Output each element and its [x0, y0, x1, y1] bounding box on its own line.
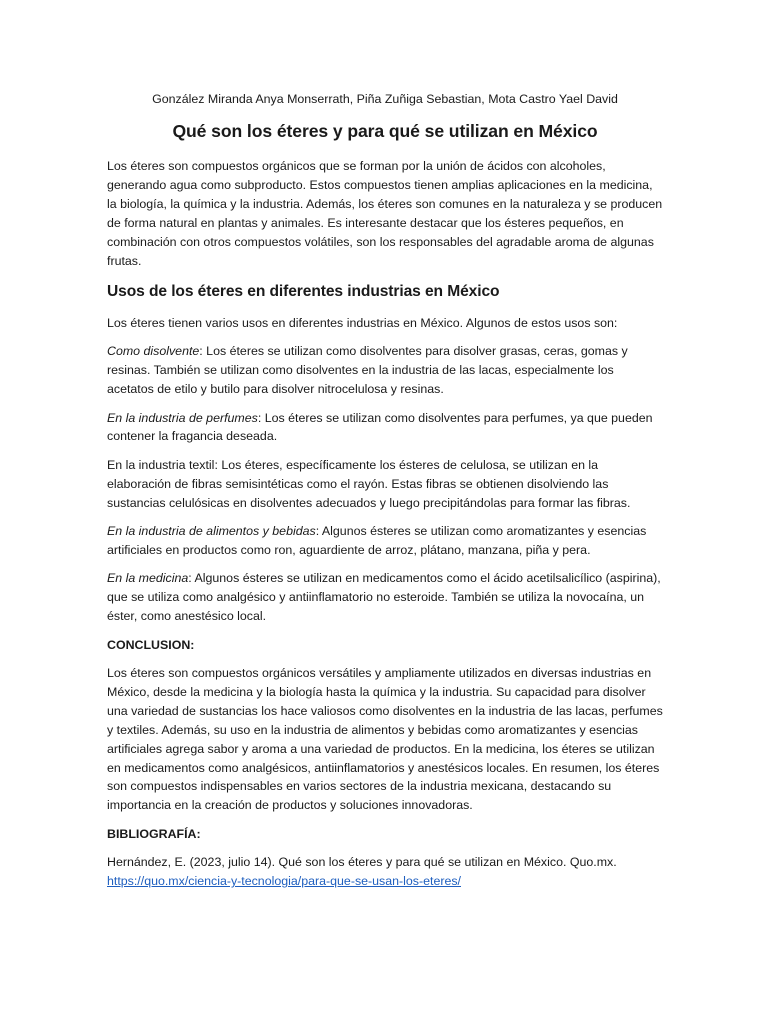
bibliography-link[interactable]: https://quo.mx/ciencia-y-tecnologia/para-que-se-usan-los-eteres/: [107, 874, 461, 889]
use-text: : Algunos ésteres se utilizan en medicamentos como el ácido acetilsalicílico (aspirina), que se utiliza como analgésico y antiinflamatorio no esteroide. También se utiliza la novocaína, un éster, como anestésico local.: [107, 571, 661, 624]
authors-line: González Miranda Anya Monserrath, Piña Zuñiga Sebastian, Mota Castro Yael David: [152, 92, 618, 106]
document-title: Qué son los éteres y para qué se utilizan en México: [172, 121, 598, 141]
use-term: En la industria de perfumes: [107, 410, 258, 425]
bibliography-entry: [107, 853, 663, 891]
bibliography-citation: Hernández, E. (2023, julio 14). Qué son los éteres y para qué se utilizan en México. Quo.mx.: [107, 855, 617, 870]
use-item-medicina: [107, 569, 663, 626]
use-term: En la medicina: [107, 571, 189, 586]
use-item-perfumes: [107, 409, 663, 447]
bibliography-label: BIBLIOGRAFÍA:: [107, 826, 201, 841]
use-item-textil: [107, 456, 663, 513]
document-page: [107, 88, 663, 901]
use-term: Como disolvente: [107, 344, 200, 359]
intro-paragraph: Los éteres son compuestos orgánicos que se forman por la unión de ácidos con alcoholes, generando agua como subproducto. Estos compuestos tienen amplias aplicaciones en la medicina, la biología, la química y la industria. Además, los éteres son comunes en la naturaleza y se producen de forma natural en plantas y animales. Es interesante destacar que los ésteres pequeños, en combinación con otros compuestos volátiles, son los responsables del agradable aroma de algunas frutas.: [107, 159, 663, 268]
use-term: En la industria de alimentos y bebidas: [107, 524, 316, 539]
conclusion-paragraph: Los éteres son compuestos orgánicos versátiles y ampliamente utilizados en diversas industrias en México, desde la medicina y la biología hasta la química y la industria. Su capacidad para disolver una variedad de sustancias los hace valiosos como disolventes en la industria de las lacas, perfumes y textiles. Además, su uso en la industria de alimentos y bebidas como aromatizantes y esencias artificiales agrega sabor y aroma a una variedad de productos. En la medicina, los éteres se utilizan en medicamentos como analgésicos, antiinflamatorios y anestésicos locales. En resumen, los éteres son compuestos indispensables en varios sectores de la industria mexicana, destacando su importancia en la creación de productos y soluciones innovadoras.: [107, 666, 663, 813]
conclusion-label: CONCLUSION:: [107, 637, 195, 652]
use-text: : Los éteres se utilizan como disolventes para disolver grasas, ceras, gomas y resinas. También se utilizan como disolventes en la industria de las lacas, especialmente los acetatos de etilo y butilo para disolver nitrocelulosa y resinas.: [107, 344, 628, 397]
use-item-disolvente: [107, 342, 663, 399]
use-text: En la industria textil: Los éteres, específicamente los ésteres de celulosa, se utilizan en la elaboración de fibras semisintéticas como el rayón. Estas fibras se obtienen disolviendo las sustancias celulósicas en disolventes adecuados y luego precipitándolas para formar las fibras.: [107, 457, 631, 510]
section-heading: Usos de los éteres en diferentes industrias en México: [107, 282, 500, 300]
use-item-alimentos: [107, 522, 663, 560]
uses-intro-paragraph: Los éteres tienen varios usos en diferentes industrias en México. Algunos de estos usos son:: [107, 315, 618, 330]
use-text: : Los éteres se utilizan como disolventes para perfumes, ya que pueden contener la fragancia deseada.: [107, 410, 653, 444]
use-text: : Algunos ésteres se utilizan como aromatizantes y esencias artificiales en productos como ron, aguardiente de arroz, plátano, manzana, piña y pera.: [107, 524, 647, 557]
